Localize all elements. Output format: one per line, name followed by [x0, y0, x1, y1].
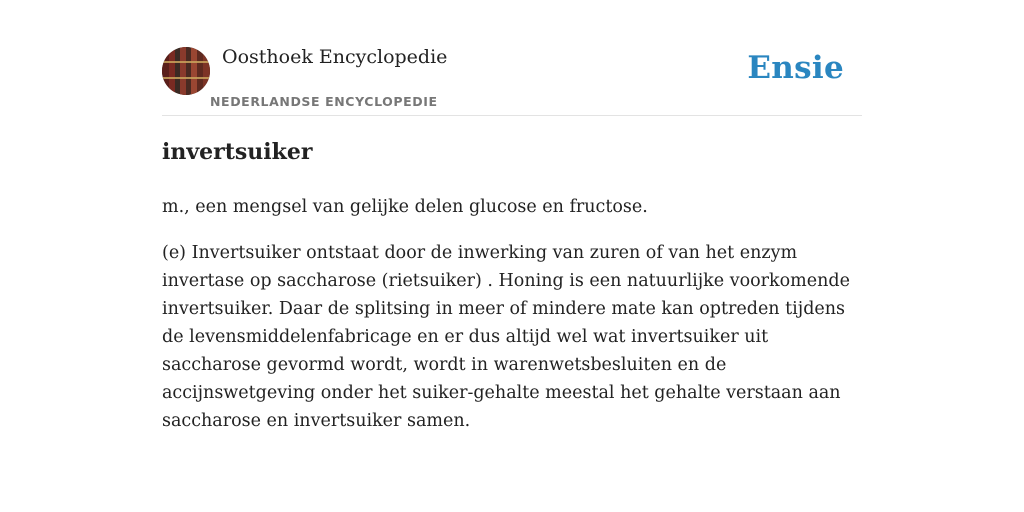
ensie-logo[interactable]: Ensie	[747, 50, 844, 86]
entry-definition: m., een mengsel van gelijke delen glucose en fructose.	[162, 197, 648, 217]
source-subtitle: NEDERLANDSE ENCYCLOPEDIE	[210, 94, 438, 109]
entry-explanation: (e) Invertsuiker ontstaat door de inwerking van zuren of van het enzym invertase op saccharose (rietsuiker) . Honing is een natuurlijke voorkomende invertsuiker. Daar de splitsing in meer of mindere mate kan optreden tijdens de levensmiddelenfabricage en er dus altijd wel wat invertsuiker uit saccharose gevormd wordt, wordt in warenwetsbesluiten en de accijnswetgeving onder het suiker-gehalte meestal het gehalte verstaan aan saccharose en invertsuiker samen.	[162, 243, 850, 431]
entry-term: invertsuiker	[162, 139, 313, 165]
source-title[interactable]: Oosthoek Encyclopedie	[222, 46, 448, 68]
encyclopedia-books-icon[interactable]	[162, 47, 210, 95]
source-header	[162, 46, 862, 116]
